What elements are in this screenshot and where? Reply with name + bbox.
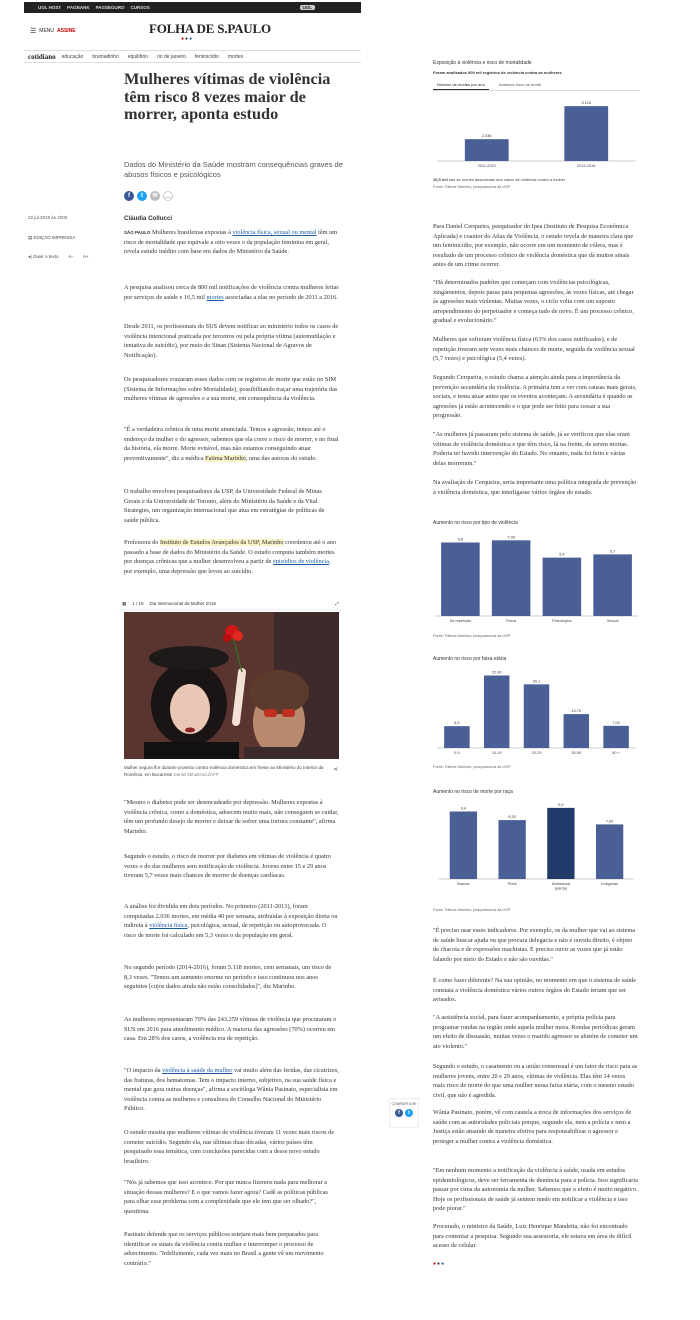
data-label: 6,9	[454, 721, 460, 726]
data-label: 9,9	[558, 802, 564, 807]
chart-title: Exposição à violência e risco de mortalidade	[433, 60, 532, 66]
paragraph: "Há determinados padrões que começam com violências psicológicas, xingamentos, depois passa para pequenas agressões, às vezes físicas, até chegar às agressões mais violentas. Muitas vezes, o ciclo volta com um suposto arrependimento do perpetuador e começa tudo de novo. É um processo crônico, gradual e evolucionário."	[433, 279, 634, 325]
paragraph: "A assistência social, para fazer acompanhamento, a própria polícia para programar rondas na região onde aquela mulher mora. Rondas periódicas geram um efeito de dissuasão, muitas vezes o marido agressor se abstém de cometer um ato violento."	[433, 1014, 638, 1050]
text: coordenou até o ano passado a base de dados do Ministério da Saúde. O estudo computa também mortes por doenças crônicas que a mulher desenvolveu a partir de	[124, 539, 337, 566]
tab-risk-increase[interactable]: Aumento risco de morte	[498, 82, 542, 87]
floating-share-label: COMPARTILHE	[391, 1102, 417, 1106]
chart-tabs	[433, 80, 640, 91]
text: associadas a elas no período de 2011 a 2016.	[223, 293, 338, 301]
paragraph: Procurado, o ministro da Saúde, Luiz Henrique Mandetta, não foi encontrado para comentar a pesquisa. Segundo sua assessoria, ele estava em área de difícil acesso de celular.	[433, 1223, 632, 1250]
bar	[441, 542, 480, 616]
bar	[524, 684, 549, 748]
caption-share-icon[interactable]: ⋖	[333, 767, 339, 773]
bar	[596, 824, 623, 879]
bar	[450, 811, 477, 879]
category-label: Indígenas	[601, 882, 618, 886]
text: "O impacto da	[124, 1067, 163, 1074]
chart-source: Fonte: Fátima Marinho, pesquisadora da USP	[433, 908, 511, 912]
text: A pesquisa analisou cerca de 800 mil notificações de violência contra mulheres feitas por serviços de saúde e 16,5 mil	[124, 284, 339, 301]
section-nav	[24, 50, 361, 63]
data-label: 5.118	[581, 101, 591, 106]
paragraph: "Mesmo o diabetes pode ser desencadeado por depressão. Mulheres expostas à violência crônica, como a doméstica, adoecem muito mais, não conseguem se cuidar, têm um profundo desejo de morrer e deixar de sofrer uma tortura constante", afirma Marinho.	[124, 799, 339, 835]
chart-source: Fonte: Fátima Marinho, pesquisadora da USP	[433, 185, 511, 189]
tab-deaths-per-year[interactable]: Número de mortes por ano	[433, 80, 489, 90]
category-label: Branca	[457, 882, 470, 886]
comments-icon[interactable]: ✉	[150, 191, 160, 201]
link-episodios-violencia[interactable]: episódios de violência	[272, 558, 329, 566]
text: , uma das autoras do estudo.	[245, 454, 318, 462]
paragraph	[124, 228, 339, 257]
facebook-share-icon[interactable]: f	[395, 1109, 403, 1117]
listen-label: Ouvir o texto	[33, 254, 59, 259]
menu-button[interactable]: MENU	[39, 28, 55, 34]
nav-item-mortes[interactable]: mortes	[227, 53, 244, 60]
hamburger-icon[interactable]: ☰	[30, 28, 37, 35]
text: Mulheres brasileiras expostas à	[150, 229, 233, 236]
gallery-counter: 1 / 19	[132, 601, 144, 606]
data-label: 20,1	[532, 679, 541, 684]
share-buttons	[124, 191, 173, 201]
logo-dots: ●●●	[181, 37, 194, 42]
dateline: SÃO PAULO	[124, 230, 151, 235]
nav-item-educacao[interactable]: educação	[61, 53, 84, 60]
twitter-share-icon[interactable]: t	[137, 191, 147, 201]
category-label: Psicológica	[552, 619, 572, 623]
chart-title: Aumento no risco de morte por raça	[433, 789, 513, 795]
highlight-fatima-marinho[interactable]: Fatima Marinho	[205, 454, 246, 462]
print-edition-icon: ▤	[28, 235, 34, 240]
text: têm um risco de mortalidade que equivale a oito vezes o da população feminina em geral, revela estudo inédito com base em dados do Ministério da Saúde.	[124, 229, 338, 256]
text: Professora do	[124, 539, 161, 546]
gallery-grid-icon[interactable]: ▦	[122, 600, 127, 606]
category-label: Preta	[507, 882, 517, 886]
chart-race	[433, 789, 640, 912]
category-label: 60 +	[612, 751, 620, 755]
photo-caption	[124, 765, 329, 778]
paragraph: "É preciso usar esses indicadores. Por exemplo, os da mulher que vai ao sistema de saúde buscar ajuda ou que procura delegacia e não é ouvida direito, é objeto de chacota e de expressões machistas. É preciso ouvir as vozes que já estão falando por meio do Estado e não são ouvidas."	[433, 927, 636, 963]
nav-section-cotidiano[interactable]: cotidiano	[28, 52, 56, 61]
print-edition-link[interactable]	[28, 235, 75, 241]
nav-item-brumadinho[interactable]: brumadinho	[92, 53, 119, 60]
masthead	[24, 14, 361, 44]
category-label: Multirracial	[551, 882, 571, 886]
photo-credit: Daniel Mihailescu/AFP	[173, 771, 219, 777]
bar	[444, 726, 469, 748]
paragraph: Segundo o estudo, o risco de morrer por diabetes em vítimas de violência é quatro vezes o do das mulheres sem notificação de violência. Jovens entre 15 e 29 anos tiveram 5,7 vezes mais chances de morrer de doenças cardíacas.	[124, 853, 331, 880]
chart-plot	[433, 662, 640, 762]
top-bar	[24, 2, 361, 13]
data-label: 9,4	[460, 806, 467, 811]
nav-item-feminicidio[interactable]: feminicídio	[194, 53, 219, 60]
chart-source: Fonte: Fátima Marinho, pesquisadora da USP	[433, 634, 511, 638]
bar	[498, 820, 525, 879]
chart-age-group	[433, 656, 640, 769]
category-label: 2014-2016	[577, 164, 596, 168]
chart-note	[433, 177, 640, 182]
paragraph: "Em nenhum momento a notificação da violência à saúde, usada em estudos epidemiológicos, deve ser ferramenta de denúncia para a polícia. Isso significaria passar por cima da autonomia da mulher. Sabemos que o efeito é muito negativo. Hoje os profissionais de saúde já sentem medo em notificar a violência e isso pode piorar."	[433, 1167, 638, 1213]
data-label: 10,70	[571, 709, 582, 714]
author-name[interactable]: Cláudia Collucci	[124, 215, 173, 222]
link-mortes[interactable]: mortes	[206, 293, 224, 301]
menu-group	[30, 27, 76, 35]
link-violencia-fisica[interactable]: violência física	[149, 922, 188, 930]
paragraph: Na avaliação de Cerqueira, seria importante uma política integrada de prevenção à violência doméstica, que interligasse vários órgãos do estado.	[433, 479, 637, 496]
article-headline: Mulheres vítimas de violência têm risco 8 vezes maior de morrer, aponta estudo	[124, 69, 331, 123]
topbar-link-cursos[interactable]: CURSOS	[130, 5, 150, 10]
floating-share	[389, 1098, 419, 1128]
bar	[543, 558, 582, 616]
font-increase-button[interactable]: A+	[83, 254, 89, 259]
chart-source: Fonte: Fátima Marinho, pesquisadora da USP	[433, 765, 511, 769]
paragraph: O estudo mostra que mulheres vítimas de violência tiveram 11 vezes mais riscos de cometer suicídio. Segundo ela, nas últimas duas décadas, vários países têm pesquisado essa temática, com conclusões parecidas com a desse novo estudo brasileiro.	[124, 1129, 335, 1165]
topbar-link-pagseguro[interactable]: PAGSEGURO	[95, 5, 125, 10]
bar	[492, 540, 531, 616]
category-label: De repetição	[449, 619, 472, 623]
link-violencia-saude[interactable]: violência à saúde da mulher	[162, 1067, 233, 1074]
paragraph	[124, 1066, 339, 1114]
caption-text: Mulher segura flor durante protesto contra violência doméstica em frente ao Ministério do Interior da Romênia, em Bucareste	[124, 765, 324, 777]
paragraph: E como fazer diferente? Na sua opinião, no momento em que o sistema de saúde constata a violência doméstica vários outros órgãos do Estado teriam que ser avisados.	[433, 977, 637, 1004]
footer-dots: ●●●	[433, 1262, 446, 1267]
chart-title: Aumento no risco por tipo de violência	[433, 520, 518, 526]
text: A análise foi dividida em dois períodos. No primeiro (2011-2013), foram computadas 2.036 mortes, em média 40 por semana, atribuídas à exposição direta ou indireta à	[124, 903, 338, 930]
category-label: Física	[506, 619, 517, 623]
audio-controls	[28, 254, 89, 260]
highlight-iea-usp[interactable]: Instituto de Estudos Avançados da USP, Marinho	[160, 539, 284, 546]
data-label: 2.036	[481, 134, 492, 139]
category-label: 2011-2013	[477, 164, 496, 168]
category-label: (parda)	[554, 886, 567, 891]
listen-button[interactable]	[28, 254, 59, 260]
paragraph: No segundo período (2014-2016), foram 5.118 mortes, cem semanais, um risco de 8,3 vezes. "Temos um aumento enorme no período e isso continuou nos anos seguintes [cujos dados ainda não estão consolidados]", diz Marinho.	[124, 964, 332, 991]
subscribe-link[interactable]: ASSINE	[57, 28, 76, 34]
chart-title: Aumento no risco por faixa etária	[433, 656, 507, 662]
data-label: 7,60	[605, 819, 614, 824]
text: , por exemplo, uma depressão que levou ao suicídio.	[124, 558, 331, 575]
paragraph: As mulheres representaram 70% das 243.259 vítimas de violência que procuraram o SUS em 2016 para atendimento médico. A maioria das agressões (70%) ocorreu em casa. Em 28% dos casos, a violência era de repetição.	[124, 1016, 337, 1043]
data-label: 7,00	[612, 720, 620, 725]
category-label: Sexual	[606, 619, 619, 623]
link-violencia[interactable]: violência física, sexual ou mental	[232, 229, 317, 236]
chart-note-text: são as mortes associadas aos casos de violência contra a mulher	[447, 177, 566, 182]
paragraph: "As mulheres já passaram pelo sistema de saúde, já se verificou que elas eram vítimas de violência doméstica e que têm risco, lá na frente, de serem mortas. Poderia ter havido intervenção do Estado. No entanto, nada foi feito e várias delas morreram."	[433, 431, 630, 467]
data-label: 5,4	[559, 552, 565, 557]
chart-plot	[433, 526, 640, 634]
print-edition-label: EDIÇÃO IMPRESSA	[33, 235, 76, 240]
facebook-share-icon[interactable]: f	[124, 191, 134, 201]
category-label: 30-59	[571, 751, 582, 755]
bar	[593, 554, 632, 616]
gallery-title: Dia Internacional da Mulher 2018	[149, 601, 216, 606]
paragraph: "Nós já sabemos que isso acontece. Por que nunca fizemos nada para melhorar a situação dessas mulheres? E o que vamos fazer agora? Cadê as políticas públicas para olhar esse problema com a complexidade que ele tem que ser olhado?", questiona.	[124, 1179, 328, 1215]
text: "É a verdadeira crônica de uma morte anunciada. Temos a agressão, temos até o endereço da mulher e do agressor, sabemos que ela corre o risco de morrer, e no final da história, ela morre. Morte evitável, mas não estamos conseguindo atuar preventivamente", diz a médica	[124, 426, 339, 462]
paragraph	[124, 902, 339, 940]
bar	[465, 139, 509, 161]
gallery-photo[interactable]	[124, 612, 339, 759]
bar	[547, 808, 574, 879]
photo-illustration	[124, 612, 339, 759]
chart-violence-type	[433, 520, 640, 638]
data-label: 5,7	[609, 549, 616, 554]
paragraph: O trabalho envolveu pesquisadores da USP, da Universidade Federal de Minas Gerais e da Universidade de Toronto, além do Ministério da Saúde e da Vital Strategies, um organização internacional que atua em estratégias de políticas de saúde pública.	[124, 488, 325, 524]
text: , psicológica, sexual, de repetição ou autoprovocada. O risco de morte foi calculado em 5,3 vezes o da população em geral.	[124, 922, 327, 939]
bar	[484, 675, 509, 748]
paragraph: Os pesquisadores cruzaram esses dados com os registros de morte que estão no SIM (Sistema de Informações sobre Mortalidade), possibilitando traçar uma trajetória das mulheres vítimas de agressões e a sua morte, em consequência da violência.	[124, 376, 338, 403]
category-label: 10-19	[491, 751, 502, 755]
category-label: 20-29	[531, 751, 542, 755]
data-label: 6,8	[457, 537, 464, 542]
font-decrease-button[interactable]: A-	[68, 254, 74, 259]
nav-item-equilibrio[interactable]: equilíbrio	[127, 53, 149, 60]
text: vai muito além das feridas, das cicatrizes, das fraturas, dos hematomas. Tem o impacto interno, subjetivo, na sua saúde física e mental que gera outras doenças", afirma a socióloga Wânia Pasinato, especialista em violência contra as mulheres e consultora do Conselho Nacional do Ministério Público.	[124, 1067, 339, 1113]
chart-subtitle: Foram analisados 800 mil registros de violência contra as mulheres	[433, 70, 562, 75]
paragraph: Wânia Pasinato, porém, vê com cautela a troca de informações dos serviços de saúde com as autoridades policiais porque, segundo ela, nem a polícia e nem a Justiça estão atuando de maneira efetiva para responsabilizar o agressor e proteger a mulher contra a violência doméstica.	[433, 1109, 632, 1145]
publish-date: 22.jul.2019 às 2h00	[28, 215, 68, 220]
bar	[564, 106, 608, 161]
category-label: 0-9	[454, 751, 460, 755]
paragraph: Segundo Cerqueira, o estudo chama a atenção ainda para a importância da prevenção secundária da violência. A primária tem a ver com causas mais gerais, sociais, e tenta atuar antes que os eventos aconteçam. A secundária é quando as agressões já estão acontecendo e o que pode ser feito para cessar a sua progressão.	[433, 374, 637, 420]
paragraph: Para Daniel Cerqueira, pesquisador do Ipea (Instituto de Pesquisa Econômica Aplicada) e coautor do Atlas da Violência, o estudo revela de maneira clara que um feminicídio, por exemplo, não ocorre em um momento de cólera, mas é resultado de um processo crônico de violência doméstica que dá muitos sinais antes de um crime ocorrer.	[433, 223, 634, 269]
data-label: 7,00	[507, 535, 515, 540]
paragraph: Segundo o estudo, o casamento ou a união consensual é um fator de risco para as mulheres jovens, entre 20 e 29 anos, vítimas de violência. Elas têm 14 vezes mais risco de morte do que uma mulher nessa faixa etária, com o mesmo estado civil, que não é agredida.	[433, 1063, 638, 1099]
data-label: 22,90	[491, 670, 502, 675]
paragraph	[124, 425, 339, 463]
paragraph	[124, 538, 339, 576]
paragraph: Pasinato defende que os serviços públicos estejam mais bem preparados para identificar os sinais da violência contra mulher e interromper o processo de adoecimento. "Infelizmente, cada vez mais no Brasil a gente vê um movimento contrário."	[124, 1231, 324, 1267]
chart-note-bold: 16,5 mil	[433, 177, 448, 182]
paragraph: Desde 2011, os profissionais do SUS devem notificar ao ministério todos os casos de violência intencional praticada por terceiros ou pela própria vítima (automutilação e tentativa de suicídio), por meio do Sinan (Sistema Nacional de Agravos de Notificação).	[124, 323, 339, 359]
uol-logo[interactable]: UOL	[300, 5, 316, 10]
paragraph: Mulheres que sofreram violência física (63% dos casos notificados), e de repetição tiveram sete vezes mais chances de morte, seguida da violência sexual (5,7 vezes) e psicológica (5,4 vezes).	[433, 336, 635, 363]
expand-icon[interactable]: ⤢	[335, 601, 339, 606]
more-share-icon[interactable]: …	[163, 191, 173, 201]
topbar-link-pagbank[interactable]: PAGBANK	[67, 5, 90, 10]
topbar-link-uol-host[interactable]: UOL HOST	[38, 5, 62, 10]
article-subhead: Dados do Ministério da Saúde mostram consequências graves de abusos físicos e psicológicos	[124, 160, 343, 179]
chart-plot	[433, 795, 640, 905]
twitter-share-icon[interactable]: t	[405, 1109, 413, 1117]
nav-item-rio-de-janeiro[interactable]: rio de janeiro	[157, 53, 186, 60]
bar	[564, 714, 589, 748]
site-logo[interactable]: FOLHA DE S.PAULO	[149, 21, 271, 36]
bar	[603, 726, 628, 748]
chart-mortality	[433, 60, 640, 189]
chart-plot	[433, 91, 640, 173]
paragraph	[124, 283, 339, 302]
speaker-icon: ◂)	[28, 254, 34, 259]
data-label: 8,20	[508, 815, 516, 820]
gallery-bar	[119, 598, 343, 610]
